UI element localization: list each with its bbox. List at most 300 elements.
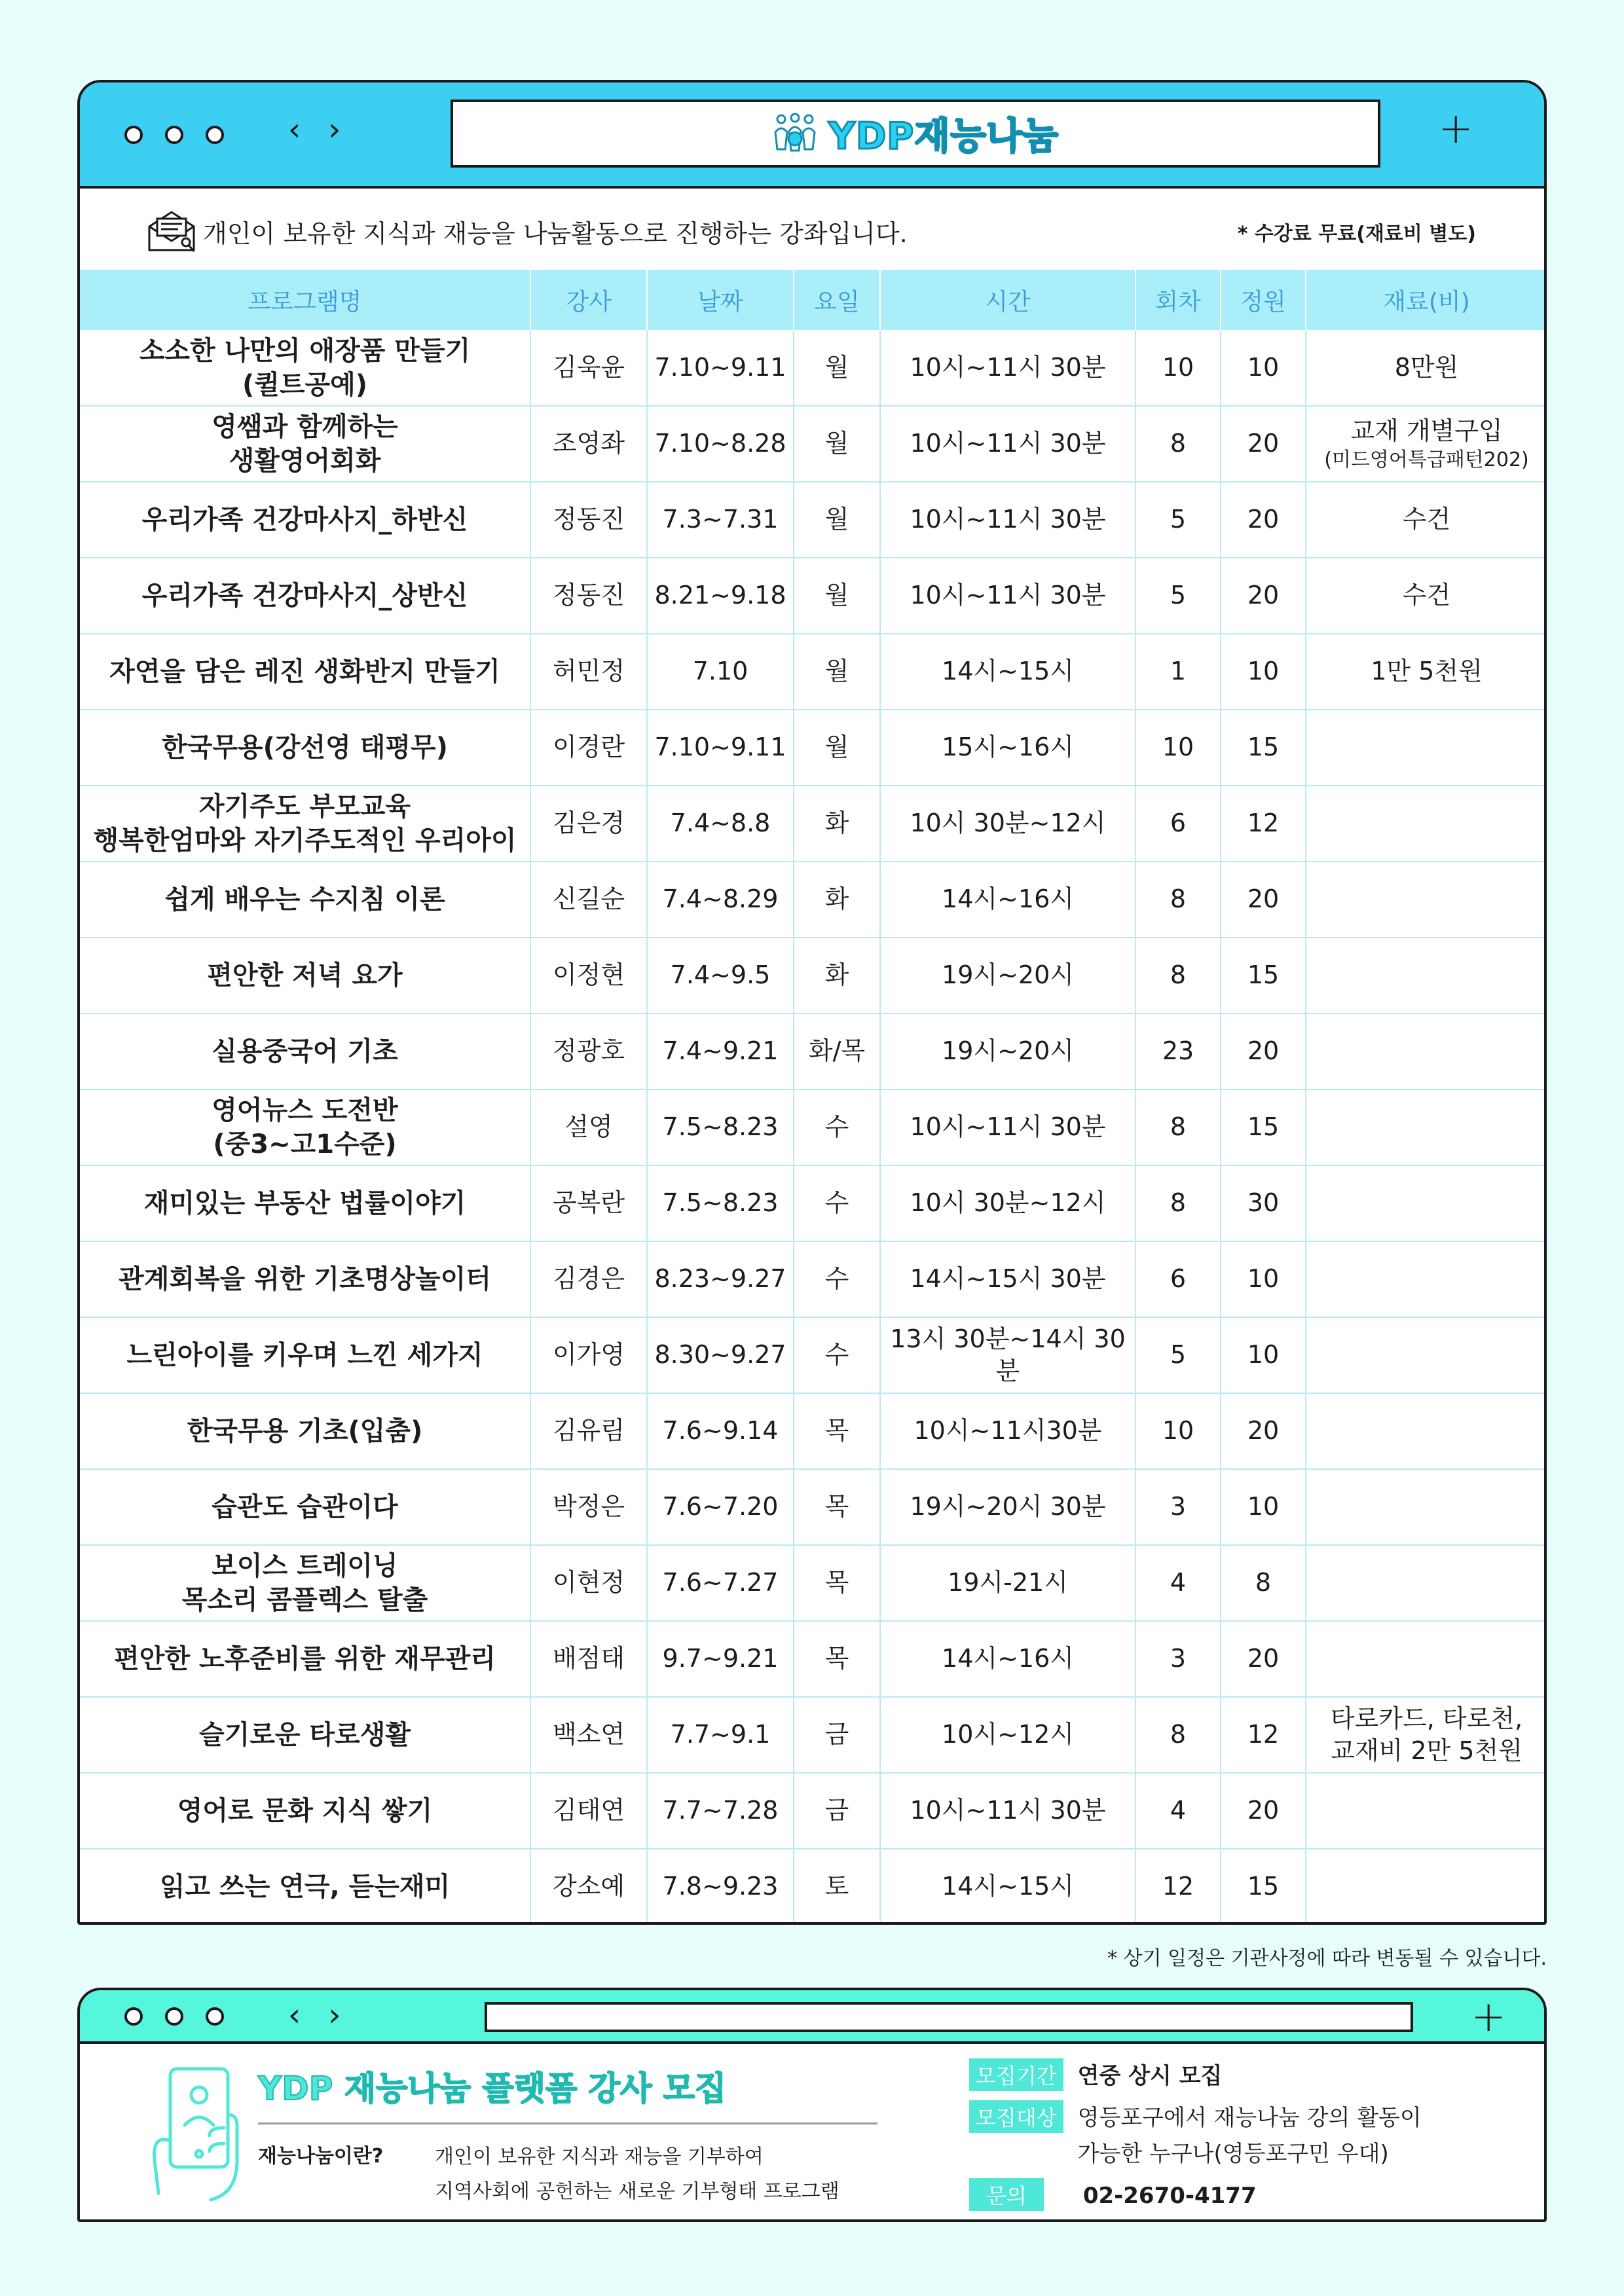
sessions-value: 10 <box>1162 352 1194 382</box>
column-header: 강사 <box>530 270 647 330</box>
time-value: 14시~15시 <box>942 657 1074 686</box>
table-row <box>80 1849 1547 1925</box>
capacity-value: 20 <box>1247 1416 1280 1446</box>
program-name-cell <box>80 710 530 786</box>
capacity-value: 12 <box>1247 809 1280 838</box>
teacher-cell <box>530 710 647 786</box>
window-controls <box>124 126 224 144</box>
day-value: 목 <box>824 1568 849 1597</box>
capacity-value: 10 <box>1247 1340 1280 1370</box>
teacher-name: 공복란 <box>552 1188 625 1218</box>
table-row <box>80 1545 1547 1621</box>
time-cell <box>880 1697 1135 1773</box>
teacher-cell <box>530 1545 647 1621</box>
day-value: 수 <box>824 1264 849 1294</box>
teacher-name: 이현정 <box>552 1568 625 1597</box>
time-cell <box>880 1621 1135 1697</box>
capacity-value: 20 <box>1247 1036 1280 1066</box>
material-line: 8만원 <box>1394 352 1459 382</box>
back-arrow-icon: ‹ <box>288 1997 301 2033</box>
contact-label: 문의 <box>969 2178 1044 2211</box>
material-cell <box>1306 1697 1547 1773</box>
time-value: 10시~11시 30분 <box>910 429 1106 458</box>
program-name-line: 느린아이를 키우며 느낀 세가지 <box>126 1340 483 1370</box>
teacher-cell <box>530 1849 647 1925</box>
material-cell <box>1306 1773 1547 1849</box>
column-header: 요일 <box>794 270 880 330</box>
program-name-cell <box>80 1165 530 1241</box>
date-cell <box>647 1013 794 1089</box>
table-row <box>80 1393 1547 1469</box>
date-value: 7.6~7.20 <box>662 1492 779 1522</box>
material-cell <box>1306 862 1547 938</box>
table-row <box>80 862 1547 938</box>
sessions-value: 23 <box>1162 1036 1194 1066</box>
program-name-cell <box>80 634 530 710</box>
sessions-cell <box>1135 938 1221 1013</box>
window-dot-icon <box>206 126 224 144</box>
time-cell <box>880 1013 1135 1089</box>
recruit-titlebar <box>80 1990 1544 2044</box>
capacity-cell <box>1221 1849 1306 1925</box>
capacity-value: 20 <box>1247 581 1280 610</box>
day-cell <box>794 1621 880 1697</box>
program-name-line: 읽고 쓰는 연극, 듣는재미 <box>159 1872 451 1902</box>
day-value: 월 <box>824 505 849 534</box>
day-value: 월 <box>824 581 849 610</box>
date-cell <box>647 330 794 406</box>
day-value: 토 <box>824 1872 849 1901</box>
teacher-name: 김유림 <box>552 1416 625 1446</box>
date-cell <box>647 862 794 938</box>
capacity-value: 12 <box>1247 1720 1280 1749</box>
time-value: 19시~20시 <box>942 960 1074 990</box>
capacity-cell <box>1221 1393 1306 1469</box>
program-name-cell <box>80 1393 530 1469</box>
teacher-name: 배점태 <box>552 1644 625 1673</box>
program-name-line: (퀼트공예) <box>242 369 368 400</box>
sessions-value: 3 <box>1170 1492 1187 1522</box>
capacity-cell <box>1221 862 1306 938</box>
window-titlebar <box>80 82 1544 189</box>
time-cell <box>880 558 1135 634</box>
capacity-value: 20 <box>1247 429 1280 458</box>
column-header: 날짜 <box>647 270 794 330</box>
table-row <box>80 1621 1547 1697</box>
forward-arrow-icon: › <box>328 1997 341 2033</box>
period-row <box>969 2058 1422 2094</box>
time-cell <box>880 406 1135 482</box>
date-value: 7.10~9.11 <box>654 733 786 762</box>
date-cell <box>647 938 794 1013</box>
sessions-cell <box>1135 1697 1221 1773</box>
program-name-cell <box>80 786 530 862</box>
sessions-value: 6 <box>1170 809 1187 838</box>
day-cell <box>794 938 880 1013</box>
table-header-row <box>80 270 1547 330</box>
time-value: 14시~15시 <box>942 1872 1074 1901</box>
day-cell <box>794 1393 880 1469</box>
date-value: 8.21~9.18 <box>654 581 786 610</box>
sessions-cell <box>1135 1469 1221 1545</box>
date-value: 7.5~8.23 <box>662 1112 779 1142</box>
material-cell <box>1306 1317 1547 1393</box>
table-row <box>80 1697 1547 1773</box>
material-cell <box>1306 938 1547 1013</box>
time-value: 14시~16시 <box>942 884 1074 914</box>
day-value: 월 <box>824 429 849 458</box>
table-body <box>80 330 1547 1925</box>
time-value: 10시~11시 30분 <box>910 1796 1106 1825</box>
teacher-cell <box>530 786 647 862</box>
time-cell <box>880 482 1135 558</box>
program-name-cell <box>80 862 530 938</box>
program-name-line: 한국무용 기초(입춤) <box>187 1416 423 1446</box>
date-cell <box>647 1545 794 1621</box>
teacher-cell <box>530 1469 647 1545</box>
table-row <box>80 1013 1547 1089</box>
sessions-value: 10 <box>1162 733 1194 762</box>
day-cell <box>794 330 880 406</box>
table-row <box>80 1165 1547 1241</box>
capacity-cell <box>1221 1165 1306 1241</box>
date-cell <box>647 1317 794 1393</box>
sessions-cell <box>1135 1317 1221 1393</box>
schedule-footnote: * 상기 일정은 기관사정에 따라 변동될 수 있습니다. <box>1107 1947 1547 1970</box>
day-cell <box>794 1773 880 1849</box>
teacher-name: 박정은 <box>552 1492 625 1522</box>
sessions-cell <box>1135 1545 1221 1621</box>
column-header: 프로그램명 <box>80 270 530 330</box>
program-name-line: 재미있는 부동산 법률이야기 <box>143 1188 466 1218</box>
date-value: 8.23~9.27 <box>654 1264 786 1294</box>
sessions-cell <box>1135 1089 1221 1165</box>
target-line: 영등포구에서 재능나눔 강의 활동이 <box>1077 2105 1422 2132</box>
program-name-cell <box>80 558 530 634</box>
date-cell <box>647 710 794 786</box>
back-arrow-icon: ‹ <box>288 111 301 148</box>
date-cell <box>647 1089 794 1165</box>
teacher-name: 이정현 <box>552 960 625 990</box>
address-bar <box>485 2002 1413 2032</box>
capacity-cell <box>1221 786 1306 862</box>
capacity-value: 15 <box>1247 1872 1280 1901</box>
teacher-name: 신길순 <box>552 884 625 914</box>
recruit-answer-line: 지역사회에 공헌하는 새로운 기부형태 프로그램 <box>435 2180 840 2204</box>
day-cell <box>794 1697 880 1773</box>
window-dot-icon <box>165 126 183 144</box>
program-name-line: 자연을 담은 레진 생화반지 만들기 <box>109 657 500 687</box>
time-cell <box>880 634 1135 710</box>
period-value: 연중 상시 모집 <box>1077 2063 1223 2089</box>
capacity-value: 10 <box>1247 352 1280 382</box>
time-value: 13시 30분~14시 30분 <box>890 1324 1126 1385</box>
time-value: 10시 30분~12시 <box>910 1188 1106 1218</box>
program-name-cell <box>80 482 530 558</box>
time-cell <box>880 1165 1135 1241</box>
program-name-line: 쉽게 배우는 수지침 이론 <box>164 884 445 915</box>
day-cell <box>794 634 880 710</box>
program-name-cell <box>80 406 530 482</box>
sessions-cell <box>1135 1621 1221 1697</box>
capacity-cell <box>1221 1013 1306 1089</box>
time-cell <box>880 1849 1135 1925</box>
material-cell <box>1306 1393 1547 1469</box>
date-value: 7.10~8.28 <box>654 429 786 458</box>
sessions-cell <box>1135 862 1221 938</box>
sessions-cell <box>1135 558 1221 634</box>
date-cell <box>647 482 794 558</box>
material-cell <box>1306 1849 1547 1925</box>
time-cell <box>880 786 1135 862</box>
sessions-cell <box>1135 406 1221 482</box>
day-cell <box>794 1089 880 1165</box>
capacity-cell <box>1221 482 1306 558</box>
brand-title: YDP재능나눔 <box>828 115 1059 158</box>
contact-row <box>969 2178 1422 2214</box>
program-name-line: 자기주도 부모교육 <box>198 792 411 822</box>
program-name-cell <box>80 1697 530 1773</box>
day-value: 수 <box>824 1112 849 1142</box>
sessions-cell <box>1135 786 1221 862</box>
sessions-cell <box>1135 330 1221 406</box>
capacity-value: 30 <box>1247 1188 1280 1218</box>
date-value: 7.6~9.14 <box>662 1416 779 1446</box>
material-line: (미드영어특급패턴202) <box>1324 448 1529 472</box>
capacity-cell <box>1221 1317 1306 1393</box>
teacher-cell <box>530 1089 647 1165</box>
capacity-cell <box>1221 1089 1306 1165</box>
mail-icon <box>145 208 198 254</box>
program-name-line: 우리가족 건강마사지_하반신 <box>141 505 468 535</box>
sessions-value: 3 <box>1170 1644 1187 1673</box>
table-row <box>80 710 1547 786</box>
time-value: 10시 30분~12시 <box>910 809 1106 838</box>
recruit-title: YDP 재능나눔 플랫폼 강사 모집 <box>258 2069 727 2107</box>
capacity-cell <box>1221 634 1306 710</box>
material-line: 교재비 2만 5천원 <box>1331 1736 1522 1765</box>
program-name-line: 편안한 노후준비를 위한 재무관리 <box>114 1644 496 1674</box>
teacher-cell <box>530 1393 647 1469</box>
date-cell <box>647 1849 794 1925</box>
material-cell <box>1306 1165 1547 1241</box>
date-cell <box>647 1773 794 1849</box>
target-label: 모집대상 <box>969 2100 1063 2133</box>
program-name-line: 슬기로운 타로생활 <box>198 1720 411 1750</box>
date-cell <box>647 1241 794 1317</box>
day-value: 수 <box>824 1188 849 1218</box>
material-cell <box>1306 330 1547 406</box>
capacity-value: 20 <box>1247 884 1280 914</box>
day-value: 금 <box>824 1720 849 1749</box>
time-cell <box>880 330 1135 406</box>
recruit-question: 재능나눔이란? <box>258 2145 384 2168</box>
capacity-cell <box>1221 330 1306 406</box>
capacity-value: 10 <box>1247 1492 1280 1522</box>
time-cell <box>880 1241 1135 1317</box>
capacity-value: 15 <box>1247 1112 1280 1142</box>
material-cell <box>1306 1621 1547 1697</box>
sessions-value: 8 <box>1170 1112 1187 1142</box>
time-cell <box>880 1089 1135 1165</box>
program-name-line: 영어로 문화 지식 쌓기 <box>177 1796 433 1826</box>
capacity-value: 15 <box>1247 733 1280 762</box>
capacity-cell <box>1221 1469 1306 1545</box>
date-value: 7.5~8.23 <box>662 1188 779 1218</box>
sessions-value: 10 <box>1162 1416 1194 1446</box>
date-value: 9.7~9.21 <box>662 1644 779 1673</box>
capacity-cell <box>1221 1545 1306 1621</box>
sessions-cell <box>1135 1241 1221 1317</box>
day-cell <box>794 1849 880 1925</box>
material-cell <box>1306 786 1547 862</box>
time-cell <box>880 1773 1135 1849</box>
teacher-cell <box>530 330 647 406</box>
capacity-cell <box>1221 938 1306 1013</box>
teacher-name: 설영 <box>564 1112 613 1142</box>
sessions-value: 8 <box>1170 960 1187 990</box>
sessions-cell <box>1135 1773 1221 1849</box>
program-name-line: 관계회복을 위한 기초명상놀이터 <box>119 1264 491 1294</box>
teacher-cell <box>530 558 647 634</box>
material-cell <box>1306 710 1547 786</box>
forward-arrow-icon: › <box>328 111 341 148</box>
column-header: 회차 <box>1135 270 1221 330</box>
capacity-value: 15 <box>1247 960 1280 990</box>
teacher-name: 이경란 <box>552 733 625 762</box>
column-header: 재료(비) <box>1306 270 1547 330</box>
day-value: 화 <box>824 960 849 990</box>
day-cell <box>794 1545 880 1621</box>
sessions-cell <box>1135 1393 1221 1469</box>
sessions-value: 4 <box>1170 1796 1187 1825</box>
time-cell <box>880 710 1135 786</box>
date-cell <box>647 406 794 482</box>
sessions-value: 8 <box>1170 1188 1187 1218</box>
material-cell <box>1306 1089 1547 1165</box>
teacher-cell <box>530 634 647 710</box>
teacher-name: 정광호 <box>552 1036 625 1066</box>
date-value: 8.30~9.27 <box>654 1340 786 1370</box>
program-name-cell <box>80 1317 530 1393</box>
day-cell <box>794 1013 880 1089</box>
day-value: 목 <box>824 1492 849 1522</box>
teacher-cell <box>530 1317 647 1393</box>
target-value <box>1078 2100 1422 2172</box>
sessions-value: 4 <box>1170 1568 1187 1597</box>
sessions-cell <box>1135 1165 1221 1241</box>
date-cell <box>647 1697 794 1773</box>
material-cell <box>1306 634 1547 710</box>
time-value: 10시~11시 30분 <box>910 505 1106 534</box>
program-name-line: 행복한엄마와 자기주도적인 우리아이 <box>93 826 517 856</box>
program-name-line: 실용중국어 기초 <box>212 1036 398 1066</box>
day-value: 화 <box>824 884 849 914</box>
divider <box>258 2123 877 2124</box>
date-cell <box>647 1621 794 1697</box>
time-cell <box>880 1469 1135 1545</box>
capacity-value: 10 <box>1247 657 1280 686</box>
window-controls <box>124 2007 224 2026</box>
table-row <box>80 482 1547 558</box>
table-row <box>80 1317 1547 1393</box>
material-cell <box>1306 482 1547 558</box>
capacity-value: 20 <box>1247 1796 1280 1825</box>
date-cell <box>647 1469 794 1545</box>
time-value: 19시-21시 <box>948 1568 1068 1597</box>
teacher-cell <box>530 1773 647 1849</box>
recruit-info <box>969 2058 1422 2221</box>
material-cell <box>1306 1469 1547 1545</box>
program-name-cell <box>80 1849 530 1925</box>
teacher-cell <box>530 482 647 558</box>
sessions-value: 1 <box>1170 657 1187 686</box>
table-row <box>80 558 1547 634</box>
program-name-cell <box>80 938 530 1013</box>
table-row <box>80 1469 1547 1545</box>
capacity-value: 20 <box>1247 505 1280 534</box>
day-cell <box>794 1317 880 1393</box>
nav-arrows <box>288 1997 341 2033</box>
table-row <box>80 786 1547 862</box>
sessions-cell <box>1135 482 1221 558</box>
program-name-line: 보이스 트레이닝 <box>212 1551 398 1581</box>
teacher-cell <box>530 406 647 482</box>
day-cell <box>794 1469 880 1545</box>
sessions-value: 8 <box>1170 1720 1187 1749</box>
teacher-name: 백소연 <box>552 1720 625 1749</box>
day-cell <box>794 558 880 634</box>
teacher-cell <box>530 1165 647 1241</box>
day-cell <box>794 786 880 862</box>
table-row <box>80 406 1547 482</box>
sessions-value: 8 <box>1170 429 1187 458</box>
table-row <box>80 1089 1547 1165</box>
recruit-answer-line: 개인이 보유한 지식과 재능을 기부하여 <box>435 2145 764 2168</box>
program-name-line: 생활영어회화 <box>229 446 381 476</box>
time-cell <box>880 1545 1135 1621</box>
time-value: 10시~11시 30분 <box>910 1112 1106 1142</box>
day-value: 월 <box>824 657 849 686</box>
material-cell <box>1306 558 1547 634</box>
day-cell <box>794 862 880 938</box>
teacher-cell <box>530 1013 647 1089</box>
date-cell <box>647 634 794 710</box>
capacity-cell <box>1221 1621 1306 1697</box>
time-cell <box>880 1317 1135 1393</box>
column-header: 정원 <box>1221 270 1306 330</box>
teacher-name: 정동진 <box>552 505 625 534</box>
intro-row <box>80 189 1544 270</box>
capacity-cell <box>1221 1241 1306 1317</box>
program-name-line: 소소한 나만의 애장품 만들기 <box>139 335 471 366</box>
date-value: 7.3~7.31 <box>662 505 779 534</box>
capacity-cell <box>1221 1773 1306 1849</box>
teacher-name: 정동진 <box>552 581 625 610</box>
day-value: 금 <box>824 1796 849 1825</box>
day-value: 월 <box>824 733 849 762</box>
program-name-cell <box>80 1469 530 1545</box>
teacher-cell <box>530 1621 647 1697</box>
time-cell <box>880 1393 1135 1469</box>
teacher-name: 김은경 <box>552 809 625 838</box>
date-value: 7.6~7.27 <box>662 1568 779 1597</box>
hand-phone-icon <box>132 2062 244 2206</box>
table-row <box>80 938 1547 1013</box>
program-name-cell <box>80 1089 530 1165</box>
program-name-line: 영쌤과 함께하는 <box>212 412 398 442</box>
time-value: 10시~11시 30분 <box>910 352 1106 382</box>
